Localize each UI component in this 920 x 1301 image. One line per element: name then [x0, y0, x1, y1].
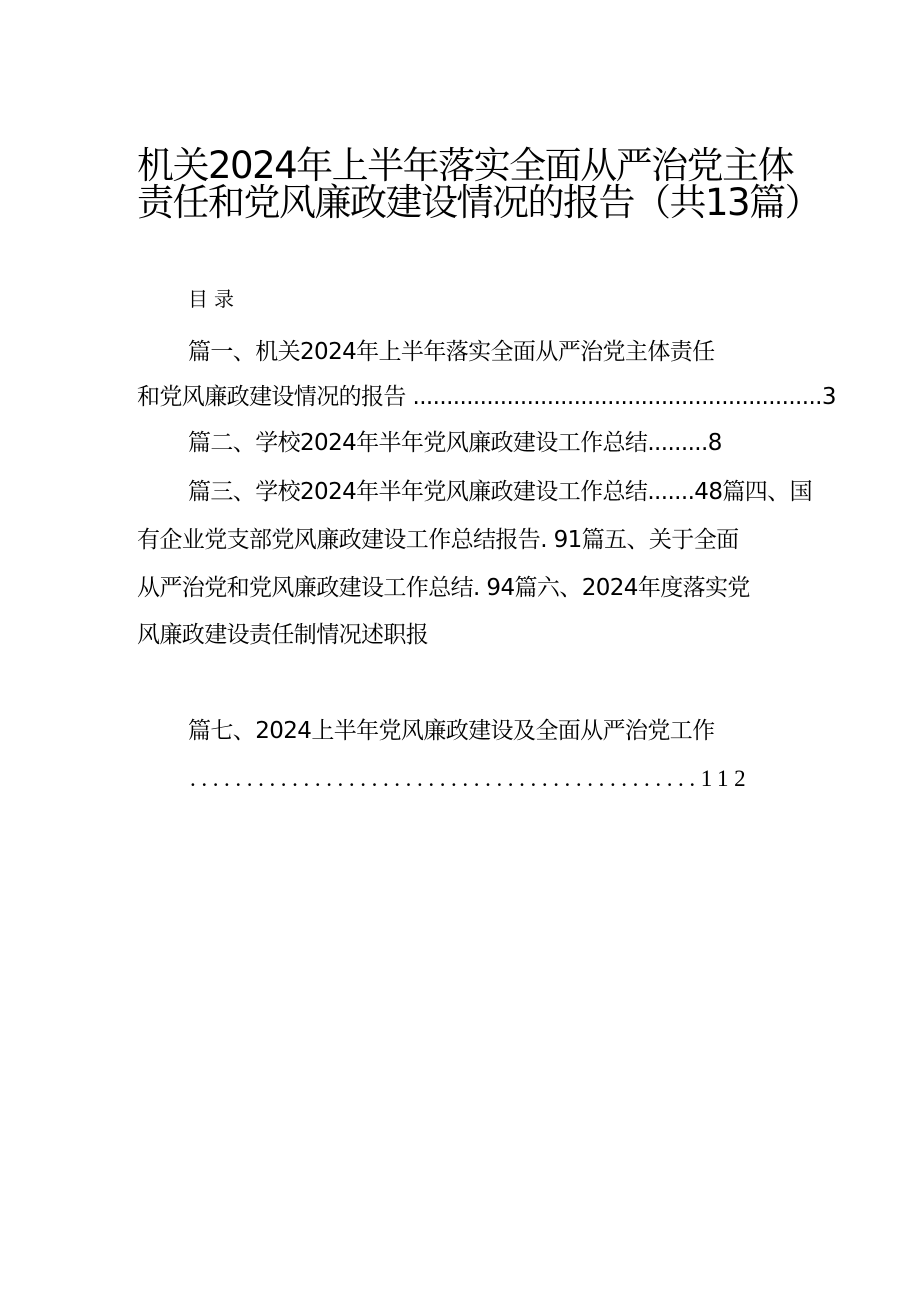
toc-heading: 目录: [188, 287, 240, 311]
toc-entry-3-line[interactable]: 篇三、学校2024年半年党风廉政建设工作总结.......48篇四、国: [188, 479, 812, 505]
toc-entry-6-line[interactable]: 风廉政建设责任制情况述职报: [137, 622, 429, 648]
toc-entry-4-line[interactable]: 有企业党支部党风廉政建设工作总结报告. 91篇五、关于全面: [137, 527, 739, 553]
toc-entry-1-line-1[interactable]: 篇一、机关2024年上半年落实全面从严治党主体责任: [188, 339, 715, 365]
document-title-line-1: 机关2024年上半年落实全面从严治党主体: [137, 144, 794, 187]
toc-entry-7-line-1[interactable]: 篇七、2024上半年党风廉政建设及全面从严治党工作: [188, 718, 715, 744]
toc-entry-5-line[interactable]: 从严治党和党风廉政建设工作总结. 94篇六、2024年度落实党: [137, 575, 750, 601]
document-title-line-2: 责任和党风廉政建设情况的报告（共13篇）: [137, 181, 821, 224]
toc-entry-7-line-2[interactable]: .............................................112: [190, 766, 752, 791]
toc-entry-2[interactable]: 篇二、学校2024年半年党风廉政建设工作总结.........8: [188, 430, 722, 456]
toc-entry-1-line-2[interactable]: 和党风廉政建设情况的报告 .............................................................3: [137, 384, 836, 410]
